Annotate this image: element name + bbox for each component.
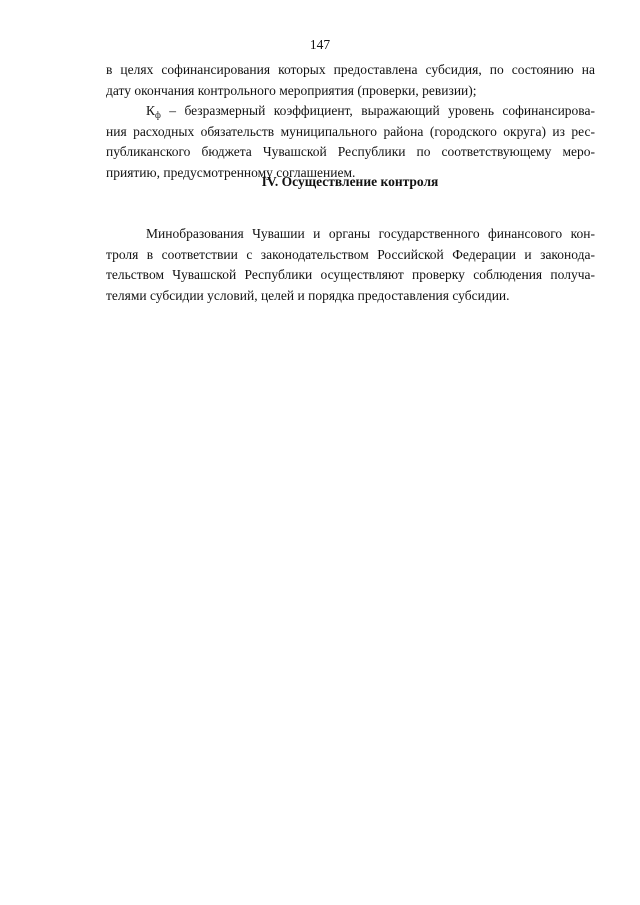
text-line: публиканского бюджета Чувашской Республики по соответствующему меро- — [106, 144, 595, 159]
text-line: Минобразования Чувашии и органы государственного финансового кон- — [146, 226, 595, 241]
paragraph-continuation — [106, 60, 595, 101]
text-line: в целях софинансирования которых предоставлена субсидия, по состоянию на — [106, 62, 595, 77]
text-line: телями субсидии условий, целей и порядка предоставления субсидии. — [106, 287, 510, 303]
text-line: ния расходных обязательств муниципального района (городского округа) из рес- — [106, 123, 595, 139]
coefficient-subscript: ф — [155, 110, 161, 120]
body-text-control — [106, 224, 595, 306]
coefficient-symbol: К — [146, 103, 156, 118]
text-line: приятию, предусмотренному соглашением. — [106, 164, 356, 180]
body-text-top — [106, 60, 595, 183]
text-line: тельством Чувашской Республики осуществляют проверку соблюдения получа- — [106, 267, 595, 282]
paragraph-coefficient-definition — [106, 101, 595, 183]
section-heading: IV. Осуществление контроля — [261, 174, 439, 189]
text-line: дату окончания контрольного мероприятия (проверки, ревизии); — [106, 82, 477, 98]
text-line — [106, 101, 595, 122]
page-number: 147 — [309, 37, 331, 52]
paragraph-control — [106, 224, 595, 306]
text-line: троля в соответствии с законодательством Российской Федерации и законода- — [106, 246, 595, 262]
coefficient-description: – безразмерный коэффициент, выражающий уровень софинансирова- — [160, 103, 595, 118]
